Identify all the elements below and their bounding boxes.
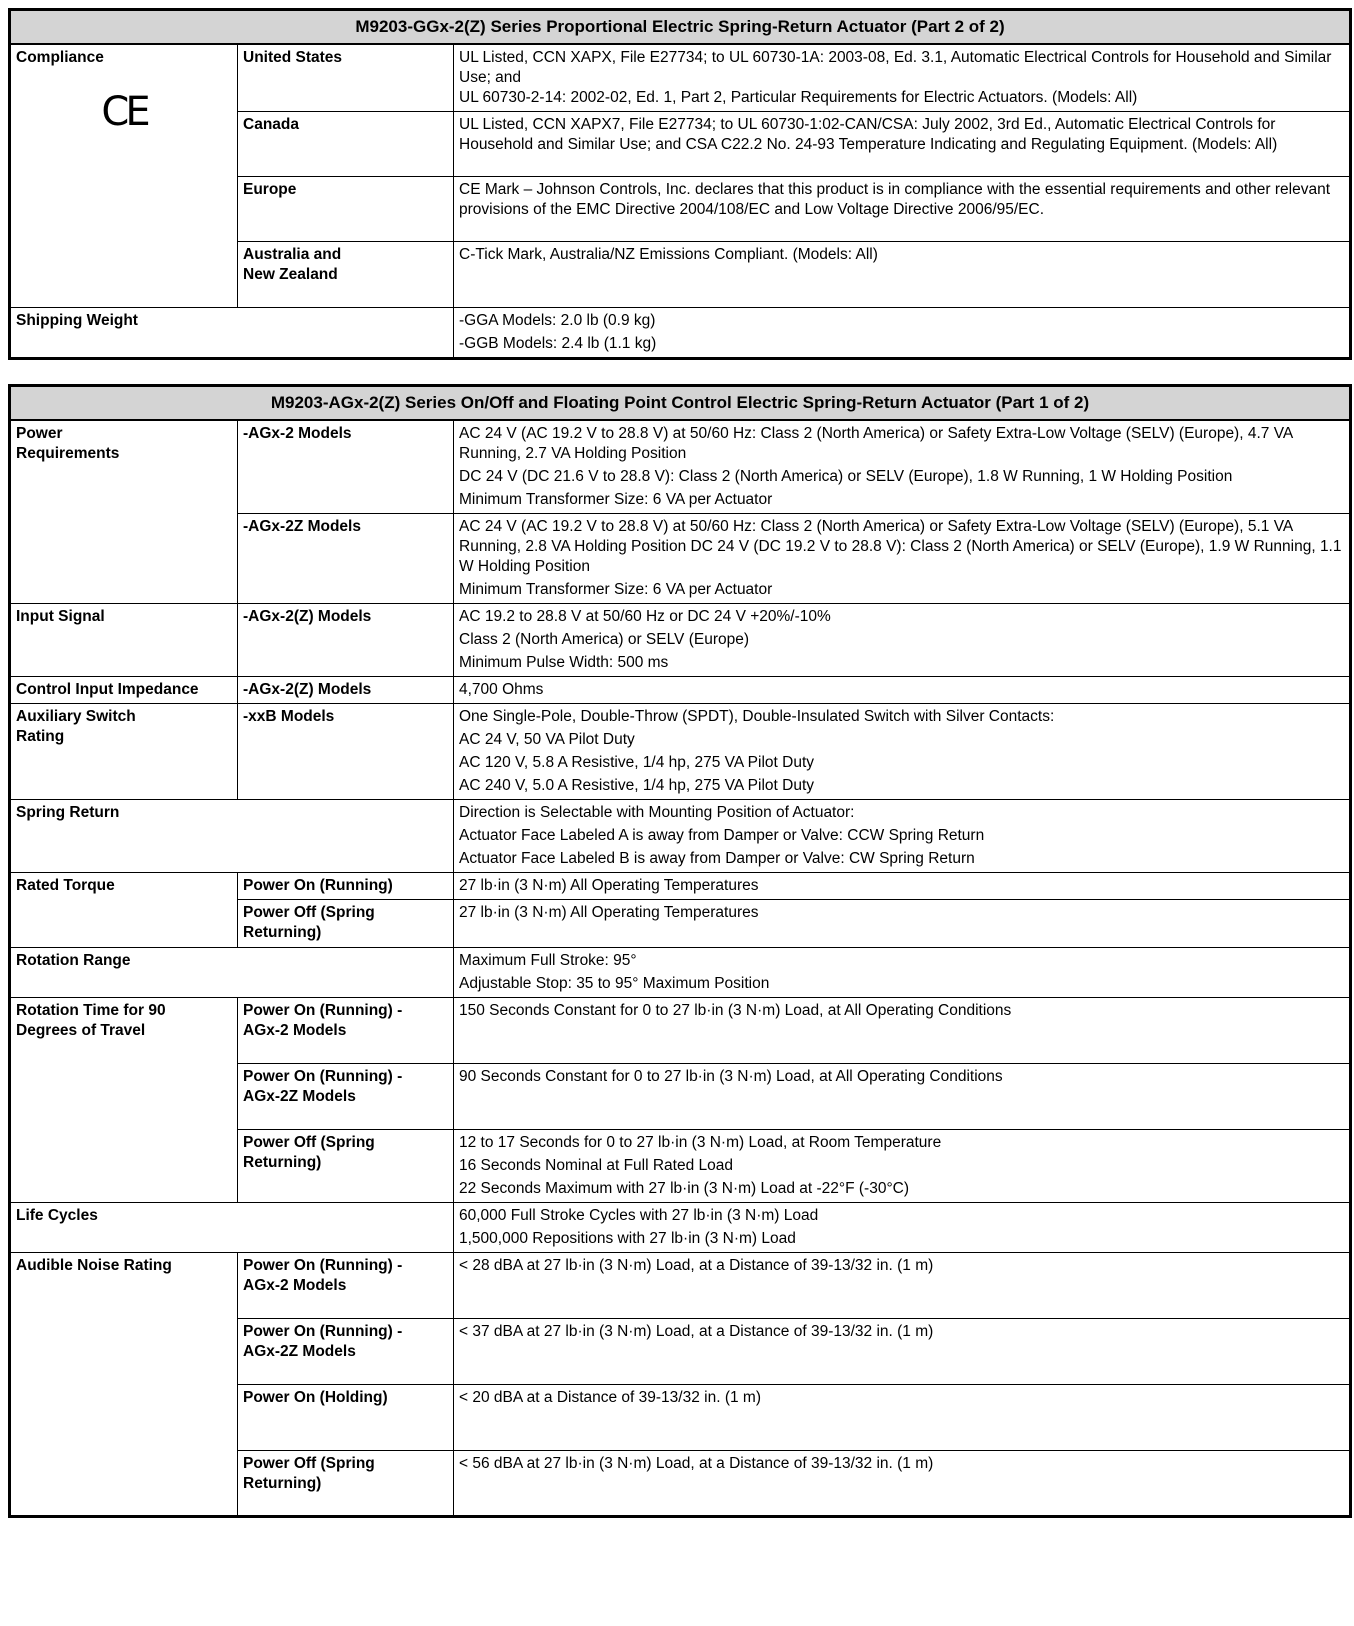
- value-cell: [454, 704, 1351, 800]
- value-cell: 150 Seconds Constant for 0 to 27 lb·in (3 N·m) Load, at All Operating Conditions: [454, 998, 1351, 1064]
- sub-label: -AGx-2 Models: [238, 420, 454, 514]
- value-line: Adjustable Stop: 35 to 95° Maximum Position: [459, 975, 770, 992]
- value-line: -GGB Models: 2.4 lb (1.1 kg): [459, 335, 657, 352]
- value-cell: < 56 dBA at 27 lb·in (3 N·m) Load, at a Distance of 39-13/32 in. (1 m): [454, 1451, 1351, 1517]
- row-label: Input Signal: [10, 604, 238, 677]
- row-label: Spring Return: [10, 800, 454, 873]
- sub-label: -AGx-2Z Models: [238, 514, 454, 604]
- value-cell: 27 lb·in (3 N·m) All Operating Temperatures: [454, 900, 1351, 948]
- table-title: M9203-AGx-2(Z) Series On/Off and Floating Point Control Electric Spring-Return Actuator (Part 1 of 2): [10, 386, 1351, 421]
- value-line: AC 24 V, 50 VA Pilot Duty: [459, 731, 635, 748]
- spec-table-ggx: [8, 8, 1352, 360]
- sub-label: [238, 1064, 454, 1130]
- value-line: 60,000 Full Stroke Cycles with 27 lb·in (3 N·m) Load: [459, 1207, 819, 1224]
- value-line: One Single-Pole, Double-Throw (SPDT), Double-Insulated Switch with Silver Contacts:: [459, 708, 1055, 725]
- value-cell: < 28 dBA at 27 lb·in (3 N·m) Load, at a Distance of 39-13/32 in. (1 m): [454, 1253, 1351, 1319]
- ce-mark-icon: CE: [101, 89, 147, 135]
- value-line: 22 Seconds Maximum with 27 lb·in (3 N·m) Load at -22°F (-30°C): [459, 1180, 909, 1197]
- value-cell: 4,700 Ohms: [454, 677, 1351, 704]
- row-label: [10, 420, 238, 604]
- row-label-text: Power Requirements: [16, 425, 120, 462]
- value-cell: 27 lb·in (3 N·m) All Operating Temperatures: [454, 873, 1351, 900]
- sub-label: -AGx-2(Z) Models: [238, 677, 454, 704]
- row-label: Rotation Range: [10, 948, 454, 998]
- value-cell: [454, 44, 1351, 112]
- sub-label: [238, 900, 454, 948]
- value-line: -GGA Models: 2.0 lb (0.9 kg): [459, 312, 656, 329]
- sub-label-text: Power On (Running) -AGx-2Z Models: [243, 1323, 403, 1360]
- spec-table-agx: [8, 384, 1352, 1518]
- value-cell: [454, 420, 1351, 514]
- value-cell: [454, 1130, 1351, 1203]
- value-cell: < 37 dBA at 27 lb·in (3 N·m) Load, at a Distance of 39-13/32 in. (1 m): [454, 1319, 1351, 1385]
- value-line: AC 19.2 to 28.8 V at 50/60 Hz or DC 24 V +20%/-10%: [459, 608, 831, 625]
- row-label: Compliance: [16, 49, 104, 66]
- value-cell: UL Listed, CCN XAPX7, File E27734; to UL 60730-1:02-CAN/CSA: July 2002, 3rd Ed., Automatic Electrical Controls for Household and Similar Use; and CSA C22.2 No. 24-93 Temperature Indicating and Regulating Equipment. (Models: All): [454, 112, 1351, 177]
- value-cell: [454, 948, 1351, 998]
- sub-label-text: Power On (Running) -AGx-2 Models: [243, 1257, 403, 1294]
- value-line: UL 60730-2-14: 2002-02, Ed. 1, Part 2, Particular Requirements for Electric Actuators. (Models: All): [459, 89, 1138, 106]
- row-label: [10, 998, 238, 1203]
- value-line: AC 120 V, 5.8 A Resistive, 1/4 hp, 275 VA Pilot Duty: [459, 754, 814, 771]
- value-cell: [454, 1203, 1351, 1253]
- value-line: Minimum Transformer Size: 6 VA per Actuator: [459, 581, 773, 598]
- value-cell: [454, 800, 1351, 873]
- sub-label: Canada: [238, 112, 454, 177]
- sub-label-text: Power On (Running) -AGx-2 Models: [243, 1002, 403, 1039]
- sub-label: [238, 1130, 454, 1203]
- row-label: Control Input Impedance: [10, 677, 238, 704]
- row-label: [10, 704, 238, 800]
- value-line: UL Listed, CCN XAPX, File E27734; to UL 60730-1A: 2003-08, Ed. 3.1, Automatic Electrical Controls for Household and Similar Use; and: [459, 49, 1332, 86]
- value-line: Maximum Full Stroke: 95°: [459, 952, 637, 969]
- value-line: Actuator Face Labeled B is away from Damper or Valve: CW Spring Return: [459, 850, 975, 867]
- sub-label: [238, 998, 454, 1064]
- value-line: 16 Seconds Nominal at Full Rated Load: [459, 1157, 733, 1174]
- sub-label: [238, 242, 454, 308]
- sub-label-text: Power Off (Spring Returning): [243, 904, 375, 941]
- sub-label: [238, 1253, 454, 1319]
- sub-label: [238, 1319, 454, 1385]
- row-label: Life Cycles: [10, 1203, 454, 1253]
- value-cell: CE Mark – Johnson Controls, Inc. declares that this product is in compliance with the essential requirements and other relevant provisions of the EMC Directive 2004/108/EC and Low Voltage Directive 2006/95/EC.: [454, 177, 1351, 242]
- value-cell: [454, 514, 1351, 604]
- value-line: DC 24 V (DC 21.6 V to 28.8 V): Class 2 (North America) or SELV (Europe), 1.8 W Running, 1 W Holding Position: [459, 468, 1233, 485]
- sub-label: United States: [238, 44, 454, 112]
- sub-label-text: Power On (Running) -AGx-2Z Models: [243, 1068, 403, 1105]
- sub-label: Power On (Holding): [238, 1385, 454, 1451]
- sub-label: -xxB Models: [238, 704, 454, 800]
- value-cell: C-Tick Mark, Australia/NZ Emissions Compliant. (Models: All): [454, 242, 1351, 308]
- row-label-text: Rotation Time for 90 Degrees of Travel: [16, 1002, 166, 1039]
- value-cell: 90 Seconds Constant for 0 to 27 lb·in (3 N·m) Load, at All Operating Conditions: [454, 1064, 1351, 1130]
- sub-label-text: Australia and New Zealand: [243, 246, 342, 283]
- value-line: Direction is Selectable with Mounting Position of Actuator:: [459, 804, 855, 821]
- value-line: Minimum Transformer Size: 6 VA per Actuator: [459, 491, 773, 508]
- value-line: AC 24 V (AC 19.2 V to 28.8 V) at 50/60 Hz: Class 2 (North America) or Safety Extra-Low Voltage (SELV) (Europe), 5.1 VA Running, 2.8 VA Holding Position DC 24 V (DC 19.2 V to 28.8 V): Class 2 (North America) or SELV (Europe), 1.9 W Running, 1.1 W Holding Position: [459, 518, 1342, 575]
- value-cell: < 20 dBA at a Distance of 39-13/32 in. (1 m): [454, 1385, 1351, 1451]
- value-line: AC 24 V (AC 19.2 V to 28.8 V) at 50/60 Hz: Class 2 (North America) or Safety Extra-Low Voltage (SELV) (Europe), 4.7 VA Running, 2.7 VA Holding Position: [459, 425, 1293, 462]
- value-line: Actuator Face Labeled A is away from Damper or Valve: CCW Spring Return: [459, 827, 985, 844]
- value-cell: [454, 308, 1351, 359]
- table-title: M9203-GGx-2(Z) Series Proportional Electric Spring-Return Actuator (Part 2 of 2): [10, 10, 1351, 45]
- row-label: Audible Noise Rating: [10, 1253, 238, 1517]
- value-line: Class 2 (North America) or SELV (Europe): [459, 631, 750, 648]
- value-line: 12 to 17 Seconds for 0 to 27 lb·in (3 N·m) Load, at Room Temperature: [459, 1134, 942, 1151]
- row-label: Rated Torque: [10, 873, 238, 948]
- sub-label: Europe: [238, 177, 454, 242]
- value-cell: [454, 604, 1351, 677]
- sub-label: Power On (Running): [238, 873, 454, 900]
- row-label-text: Auxiliary Switch Rating: [16, 708, 136, 745]
- value-line: Minimum Pulse Width: 500 ms: [459, 654, 669, 671]
- value-line: AC 240 V, 5.0 A Resistive, 1/4 hp, 275 VA Pilot Duty: [459, 777, 814, 794]
- row-label: Shipping Weight: [10, 308, 454, 359]
- compliance-label-cell: [10, 44, 238, 308]
- sub-label-text: Power Off (Spring Returning): [243, 1455, 375, 1492]
- value-line: 1,500,000 Repositions with 27 lb·in (3 N·m) Load: [459, 1230, 796, 1247]
- sub-label-text: Power Off (Spring Returning): [243, 1134, 375, 1171]
- sub-label: -AGx-2(Z) Models: [238, 604, 454, 677]
- sub-label: [238, 1451, 454, 1517]
